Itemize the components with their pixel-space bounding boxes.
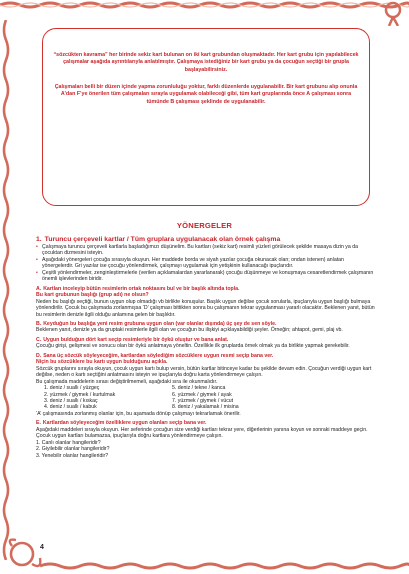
item-title-text: Sana üç sözcük söyleyeceğim, kartlardan söylediğim sözcüklere uygun resmi seçip bana ver. [43, 352, 274, 359]
rope-border-top [0, 0, 409, 12]
item-letter: B. [36, 320, 42, 327]
item-text-2: Bu çalışmada maddelerin sırası değiştirilmemeli, aşağıdaki sıra ile okunmalıdır. [36, 378, 218, 385]
item-letter: D. [36, 352, 42, 359]
item-letter: E. [36, 420, 41, 427]
item-text: Beklenen yanıt, denizle ya da gruptaki resimlerle ilgili olan ve çocuğun bu ilişkiyi açıklayabildiği şeyler. Örneğin; ahtapot, gemi, plaj vb. [36, 327, 343, 334]
item-title-text: Kartları inceleyip bütün resimlerin ortak noktasını bul ve bir başlık altında topla. [43, 285, 240, 292]
question-item: 1. Canlı olanlar hangileridir? [36, 439, 101, 446]
item-b [36, 321, 376, 334]
section-number: 1. [36, 236, 42, 243]
bullet-item: • Aşağıdaki yönergeleri çocuğa sırasıyla okuyun. Her maddede borda ve siyah yazılar çocuğa okunacak olan; ondan istenen) anlatan yönergelerdir. Gri yazılar ise çocuğu yönlendirmek, çalışmayı uygulamak için yetişkinin kullanacağı ipuçlarıdır. [36, 257, 376, 270]
section-title-text: Turuncu çerçeveli kartlar / Tüm gruplara uygulanacak olan örnek çalışma [44, 236, 281, 243]
word-group: 7. yüzmek / giymek / vücut [172, 397, 234, 404]
rope-knot-icon [379, 0, 407, 26]
item-text-3: ‘A’ çalışmasında zorlanmış olanlar için, bu aşamada dönüp çalışmayı tekrarlamak önerilir. [36, 410, 241, 417]
section-1-title [36, 236, 376, 244]
word-group: 5. deniz / tekne / kanca [172, 385, 226, 392]
item-title-text: Kartlardan söyleyeceğim özelliklere uygun olanları seçip bana ver. [42, 420, 207, 427]
item-d [36, 353, 376, 418]
item-a [36, 286, 376, 318]
bullet-item: • Çeşitli yönlendirmeler, zenginleştirmelerle (verilen açıklamalardan yararlanarak) çocuğu düşünmeye ve konuşmaya cesaretlendirmek çalışmanın önemli işlevlerinden biridir. [36, 270, 376, 283]
question-item: 3. Yenebilir olanlar hangileridir? [36, 452, 109, 459]
word-group: 8. deniz / yakalamak / misina [172, 404, 239, 411]
intro-paragraph-1 [53, 52, 359, 74]
item-text: Sözcük gruplarını sırayla okuyun, çocuk uygun kartı bulup versin, bütün kartlar bitinceye kadar bu şekilde devam edin. Çocuğun verdiği uygun kart değilse, neden o kartı seçtiğini anlatmasını isteyin ve ipuçlarıyla doğru karta yönlendirmeye çalışın. [36, 365, 372, 379]
item-letter: A. [36, 285, 42, 292]
item-e [36, 420, 376, 459]
intro-box [42, 28, 370, 206]
word-group: 6. yüzmek / giymek / ayak [172, 391, 232, 398]
word-group: 1. deniz / suallı / yüzgeç [44, 385, 100, 392]
intro-paragraph-2: Çalışmaları belli bir düzen içinde yapma zorunluluğu yoktur, farklı düzenlerde uygulanabilir. Bir kart grubunu alıp onunla A’dan F’ye önerilen tüm çalışmaları sırayla uygulamak olabileceği gibi, tüm kart gruplarında önce A çalışması sonra tümünde B çalışması şeklinde de uygulanabilir. [54, 84, 358, 105]
item-text: Aşağıdaki maddeleri sırayla okuyun. Her seferinde çocuğun size verdiği kartları tekrar yere, diğerlerinin yanına koyun ve sonraki maddeye geçin. Çocuk uygun kartları bulamazsa, ipuçlarıyla doğru kartlara yönlendirmeye çalışın. [36, 426, 368, 440]
word-group: 4. deniz / suallı / kabuk [44, 404, 97, 411]
word-groups [44, 385, 376, 411]
page-number: 4 [40, 544, 44, 551]
item-question: Bu kart grubunun başlığı (grup adı) ne olsun? [36, 292, 149, 299]
rope-border-left [2, 20, 10, 560]
item-c [36, 337, 376, 350]
intro-term: “sözcükten kavrama” [53, 52, 108, 58]
rope-border-bottom [0, 556, 409, 574]
bullet-item: • Çalışmaya turuncu çerçeveli kartlarla başladığımızı düşünelim. Bu kartları (sekiz kart) resimli yüzleri görülecek şekilde masaya dizin ya da çocuktan dizmesini isteyin. [36, 244, 376, 257]
intro-p1-text: her birinde sekiz kart bulunan on iki kart grubundan oluşmaktadır. Her kart grubu için yapılabilecek çalışmalar aşağıda ayrıntılarıyla anlatılmıştır. Çalışmaya istediğiniz bir kart grubu ya da çocuğun seçtiği bir grupla başlayabilirsiniz. [63, 52, 359, 73]
item-letter: C. [36, 336, 42, 343]
instructions-body [36, 236, 376, 459]
item-question: Niçin bu sözcüklere bu kartı uygun bulduğunu açıkla. [36, 359, 168, 366]
section-heading: YÖNERGELER [176, 221, 233, 230]
question-list [36, 440, 376, 459]
item-text: Neden bu başlığı seçtiği, bunun uygun olup olmadığı vb birlikte konuşulur. Başlık uygun değilse çocuk sorularla, ipuçlarıyla uygun başlığı bulmaya yönlendirilir. Çocuk bu çalışmada zorlanmışsa ‘D’ çalışması bittikten sonra bu çalışmanın tekrar uygulanması yararlı olacaktır. Beklenen yanıt, bütün bu resimlerin denizle ilgili olduğu anlamına gelen bir başlıktır. [36, 298, 375, 318]
item-text: Çocuğu girişi, gelişmesi ve sonucu olan bir öykü anlatmaya yöneltin. Özellikle ilk gruplarda örnek olmak ya da birlikte yapmak gerekebilir. [36, 343, 350, 350]
section-1-bullets [36, 244, 376, 283]
word-group: 2. yüzmek / giymek / kurtulmak [44, 391, 116, 398]
question-item: 2. Giyilebilir olanlar hangileridir? [36, 446, 110, 453]
word-group: 3. deniz / suallı / kıskaç [44, 397, 98, 404]
item-title-text: Uygun bulduğun dört kart seçip resimleriyle bir öykü oluştur ve bana anlat. [43, 336, 229, 343]
item-title-text: Keyduğun bu başlığa yeni resim grubuna uygun olan (var olanlar dışında) üç şey de sen söyle. [43, 320, 277, 327]
